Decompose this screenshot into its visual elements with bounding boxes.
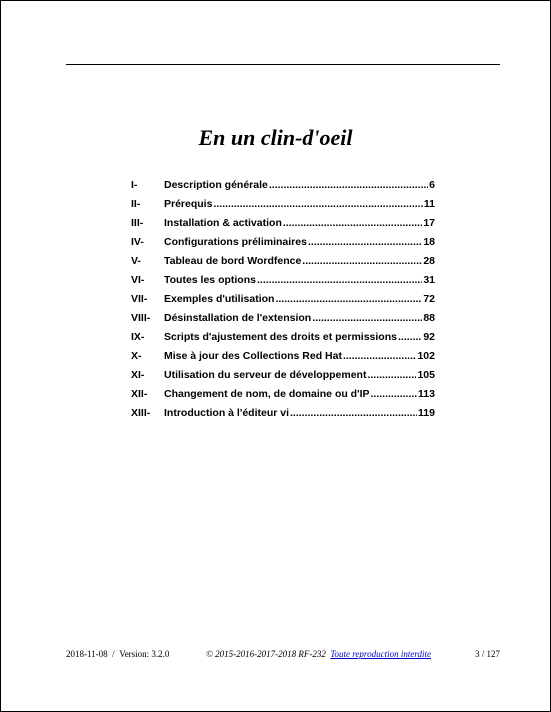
- toc-leader: [398, 331, 422, 343]
- toc-entry[interactable]: [131, 350, 435, 369]
- toc-number: IV-: [131, 236, 144, 248]
- footer-separator: /: [112, 649, 115, 659]
- toc-leader: [371, 388, 418, 400]
- toc-label: Description générale: [164, 179, 268, 191]
- footer-date-version: [66, 649, 169, 659]
- toc-entry[interactable]: [131, 198, 435, 217]
- toc-number: IX-: [131, 331, 145, 343]
- toc-page: 6: [429, 179, 435, 191]
- toc-number: XIII-: [131, 407, 151, 419]
- toc-label: Désinstallation de l'extension: [164, 312, 312, 324]
- toc-leader: [283, 217, 422, 229]
- toc-page: 31: [423, 274, 435, 286]
- toc-label: Utilisation du serveur de développement: [164, 369, 367, 381]
- toc-leader: [269, 179, 428, 191]
- toc-leader: [213, 198, 422, 210]
- toc-entry[interactable]: [131, 293, 435, 312]
- toc-entry[interactable]: [131, 369, 435, 388]
- toc-label: Exemples d'utilisation: [164, 293, 275, 305]
- toc-entry[interactable]: [131, 274, 435, 293]
- toc-leader: [290, 407, 417, 419]
- toc-label: Toutes les options: [164, 274, 256, 286]
- toc-page: 92: [423, 331, 435, 343]
- footer-version: Version: 3.2.0: [119, 649, 170, 659]
- toc-label: Introduction à l'éditeur vi: [164, 407, 290, 419]
- toc-number: XI-: [131, 369, 145, 381]
- toc-number: III-: [131, 217, 144, 229]
- toc-page: 18: [423, 236, 435, 248]
- page-title: En un clin-d'oeil: [198, 125, 353, 150]
- rights-link[interactable]: Toute reproduction interdite: [330, 649, 431, 659]
- toc-label: Scripts d'ajustement des droits et permissions: [164, 331, 397, 343]
- toc-label: Installation & activation: [164, 217, 282, 229]
- footer-date: 2018-11-08: [66, 649, 108, 659]
- footer-copyright: © 2015-2016-2017-2018 RF-232: [206, 649, 326, 659]
- toc-entry[interactable]: [131, 331, 435, 350]
- toc-number: VI-: [131, 274, 145, 286]
- toc-page: 119: [418, 407, 435, 419]
- toc-number: VIII-: [131, 312, 151, 324]
- toc-label: Changement de nom, de domaine ou d'IP: [164, 388, 370, 400]
- toc-entry[interactable]: [131, 236, 435, 255]
- header-rule: [66, 64, 500, 65]
- toc-entry[interactable]: [131, 312, 435, 331]
- toc-leader: [367, 369, 416, 381]
- toc-entry[interactable]: [131, 179, 435, 198]
- toc-label: Mise à jour des Collections Red Hat: [164, 350, 342, 362]
- toc-leader: [257, 274, 422, 286]
- toc-leader: [275, 293, 422, 305]
- toc-leader: [343, 350, 417, 362]
- toc-leader: [312, 312, 422, 324]
- toc-page: 28: [423, 255, 435, 267]
- toc-page: 72: [423, 293, 435, 305]
- toc-number: XII-: [131, 388, 148, 400]
- toc-leader: [308, 236, 422, 248]
- toc-number: VII-: [131, 293, 148, 305]
- footer-copyright-block: [206, 649, 431, 659]
- toc-page: 88: [423, 312, 435, 324]
- page-indicator: 3 / 127: [474, 649, 500, 659]
- toc-page: 102: [417, 350, 435, 362]
- toc-entry[interactable]: [131, 217, 435, 236]
- toc-leader: [302, 255, 422, 267]
- toc-page: 105: [417, 369, 435, 381]
- toc-number: V-: [131, 255, 141, 267]
- toc-number: X-: [131, 350, 142, 362]
- toc-label: Prérequis: [164, 198, 213, 210]
- toc-number: II-: [131, 198, 141, 210]
- toc-page: 113: [418, 388, 435, 400]
- table-of-contents: [131, 179, 435, 426]
- toc-entry[interactable]: [131, 407, 435, 426]
- toc-number: I-: [131, 179, 138, 191]
- toc-label: Configurations préliminaires: [164, 236, 307, 248]
- toc-entry[interactable]: [131, 255, 435, 274]
- toc-page: 17: [423, 217, 435, 229]
- toc-entry[interactable]: [131, 388, 435, 407]
- toc-label: Tableau de bord Wordfence: [164, 255, 302, 267]
- toc-page: 11: [423, 198, 435, 210]
